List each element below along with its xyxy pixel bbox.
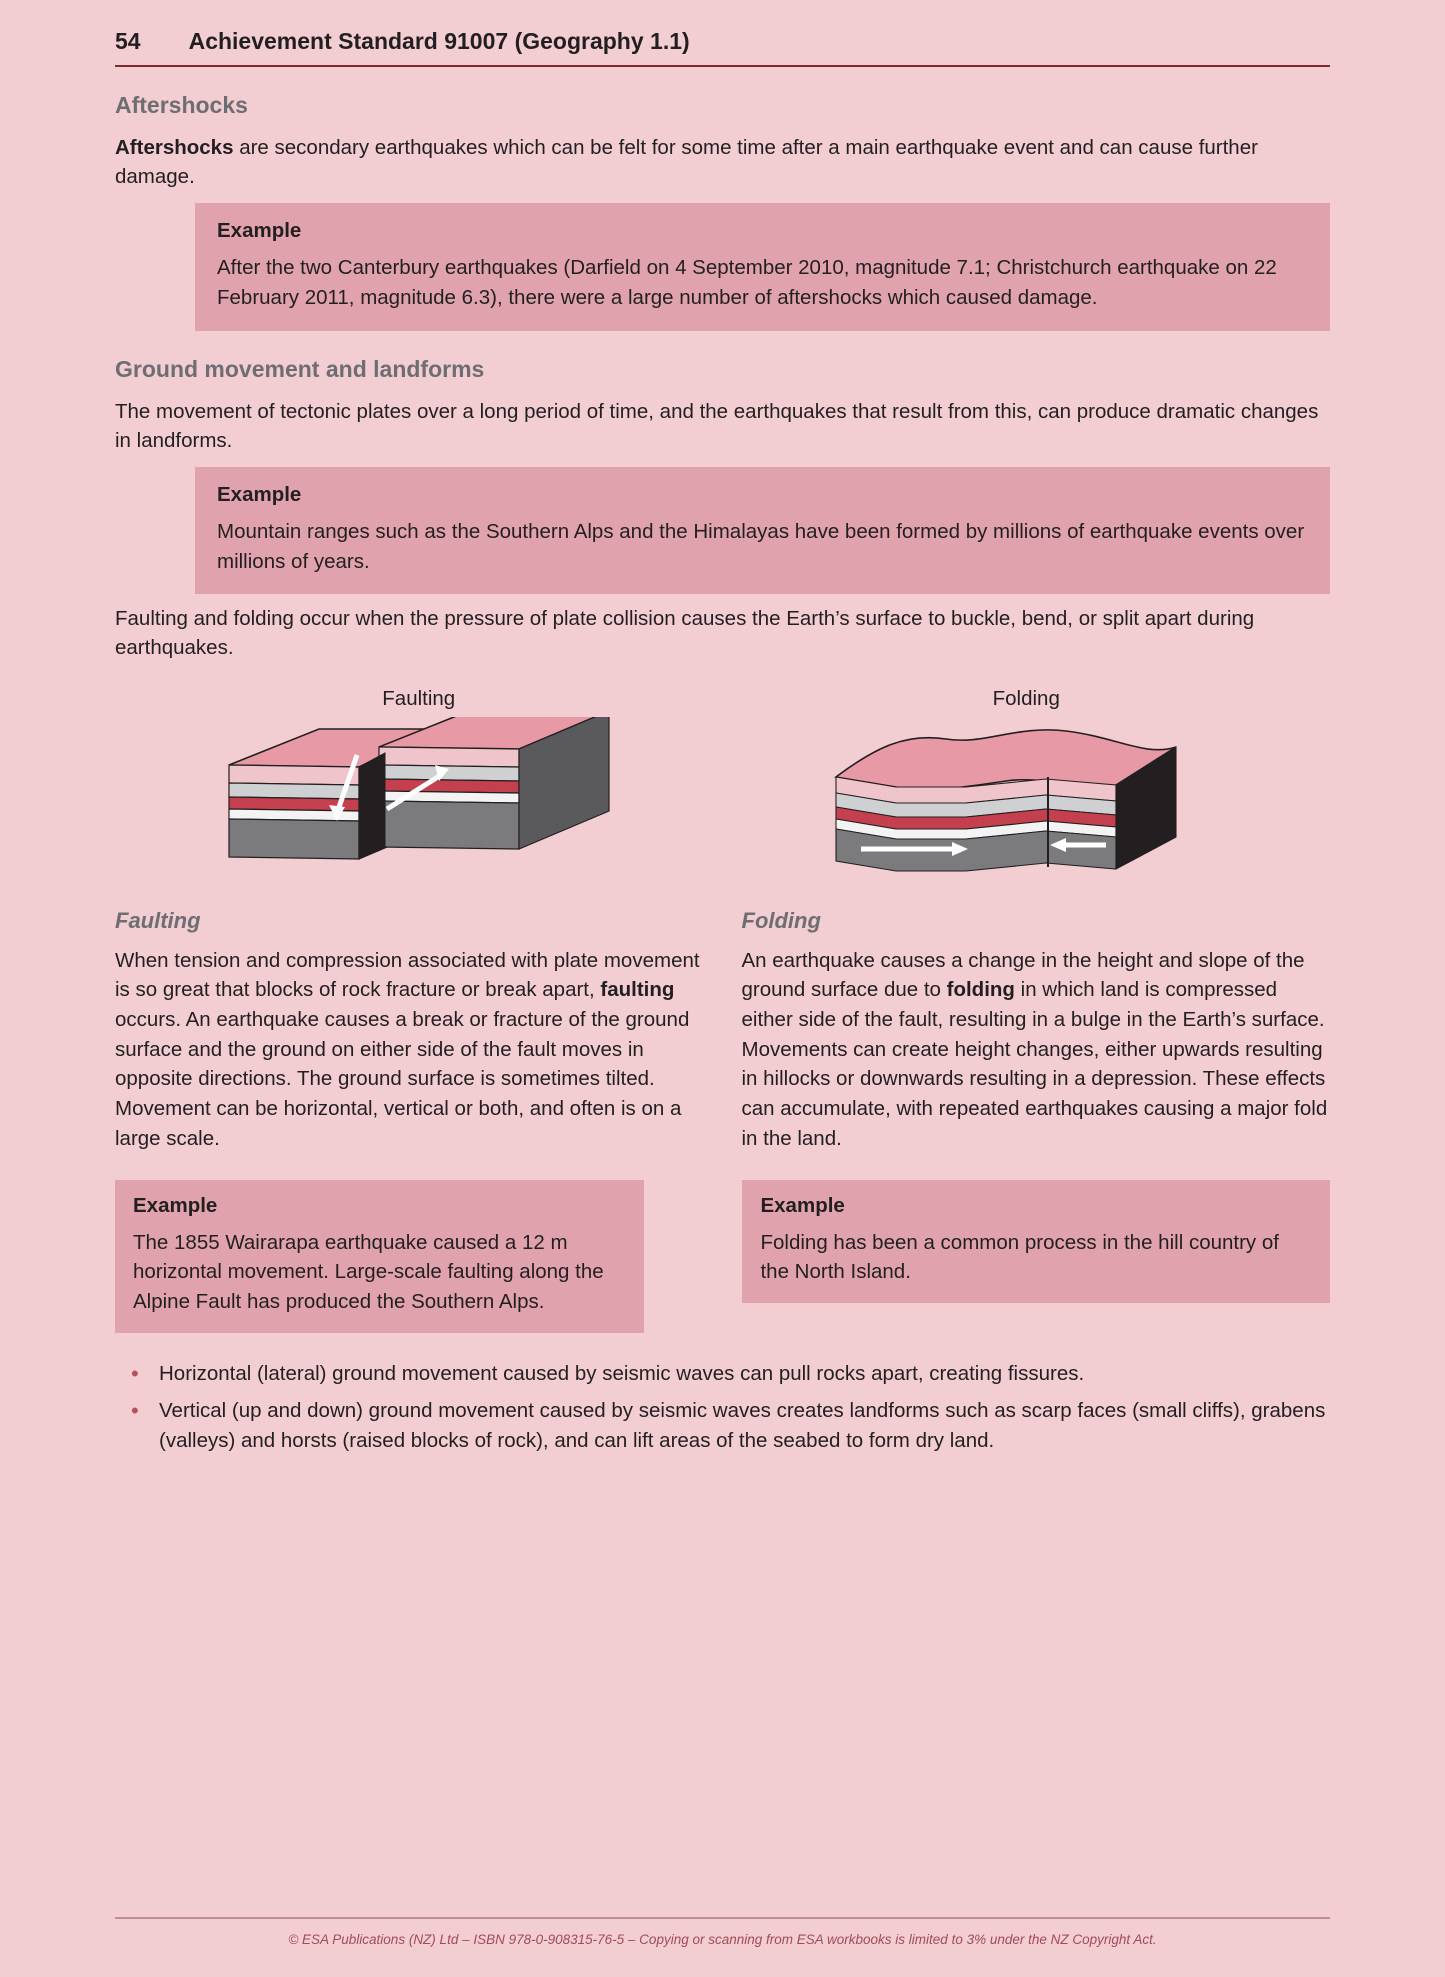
column-heading-folding: Folding [741,907,821,933]
diagram-row [115,687,1330,892]
example-box-folding [742,1180,1330,1303]
column-faulting [115,902,704,1154]
example-body: Mountain ranges such as the Southern Alps and the Himalayas have been formed by millions of earthquake events over millions of years. [217,519,1305,573]
example-cell-faulting [115,1180,704,1333]
faulting-body-part2: occurs. An earthquake causes a break or fracture of the ground surface and the ground on either side of the fault moves in opposite directions. The ground surface is sometimes tilted. Movement can be horizontal, vertical or both, and often is on a large scale. [115,1007,690,1150]
bullet-list [115,1359,1330,1456]
aftershocks-intro-lead: Aftershocks [115,136,234,159]
page-number: 54 [115,28,141,54]
example-box-ground-movement [195,467,1330,594]
column-body-folding [742,946,1331,1154]
two-column-examples [115,1180,1330,1333]
example-body: The 1855 Wairarapa earthquake caused a 12 m horizontal movement. Large-scale faulting along the Alpine Fault has produced the Southern Alps. [133,1230,604,1313]
folding-body-bold: folding [946,978,1015,1002]
example-title: Example [217,482,302,506]
list-item: • Vertical (up and down) ground movement caused by seismic waves creates landforms such as scarp faces (small cliffs), grabens (valleys) and horsts (raised blocks of rock), and can lift areas of the seabed to form dry land. [115,1396,1330,1455]
column-body-faulting [115,946,704,1154]
faulting-folding-intro: Faulting and folding occur when the pressure of plate collision causes the Earth’s surface to buckle, bend, or split apart during earthquakes. [115,607,1255,660]
page-header [115,0,1330,67]
example-body: After the two Canterbury earthquakes (Darfield on 4 September 2010, magnitude 7.1; Christchurch earthquake on 22 February 2011, magnitude 6.3), there were a large number of aftershocks which caused damage. [217,256,1277,309]
two-column-text [115,902,1330,1154]
example-title: Example [133,1193,218,1217]
diagram-label-folding: Folding [992,686,1060,710]
folding-body-part2: in which land is compressed either side of the fault, resulting in a bulge in the Earth’s surface. Movements can create height changes, either upwards resulting in hillocks or downwards resulting in a depression. These effects can accumulate, with repeated earthquakes causing a major fold in the land. [741,978,1328,1150]
page-footer: © ESA Publications (NZ) Ltd – ISBN 978-0-908315-76-5 – Copying or scanning from ESA workbooks is limited to 3% under the NZ Copyright Act. [288,1932,1157,1947]
example-box-faulting [115,1180,644,1333]
faulting-block-diagram-icon [209,717,629,887]
example-body: Folding has been a common process in the hill country of the North Island. [760,1230,1279,1284]
section-heading-aftershocks: Aftershocks [115,92,248,118]
example-title: Example [217,219,302,243]
example-box-aftershocks [195,203,1330,330]
aftershocks-intro [115,133,1330,191]
aftershocks-intro-rest: are secondary earthquakes which can be felt for some time after a main earthquake event and can cause further damage. [115,136,1258,189]
diagram-label-faulting: Faulting [382,686,456,710]
faulting-body-part1: When tension and compression associated with plate movement is so great that blocks of rock fracture or break apart, [115,948,700,1002]
column-folding [742,902,1331,1154]
diagram-folding [723,687,1331,892]
example-cell-folding [742,1180,1330,1303]
example-title: Example [760,1193,845,1217]
header-title: Achievement Standard 91007 (Geography 1.1) [188,28,690,54]
folding-block-diagram-icon [816,717,1236,887]
faulting-body-bold: faulting [600,978,675,1002]
list-item: • Horizontal (lateral) ground movement caused by seismic waves can pull rocks apart, creating fissures. [115,1359,1330,1389]
footer-divider [115,1917,1330,1919]
column-heading-faulting: Faulting [115,907,201,933]
diagram-faulting [115,687,723,892]
ground-movement-intro: The movement of tectonic plates over a long period of time, and the earthquakes that result from this, can produce dramatic changes in landforms. [115,399,1319,452]
section-heading-ground-movement: Ground movement and landforms [115,355,485,382]
folding-body-part1: An earthquake causes a change in the height and slope of the ground surface due to [741,948,1305,1002]
